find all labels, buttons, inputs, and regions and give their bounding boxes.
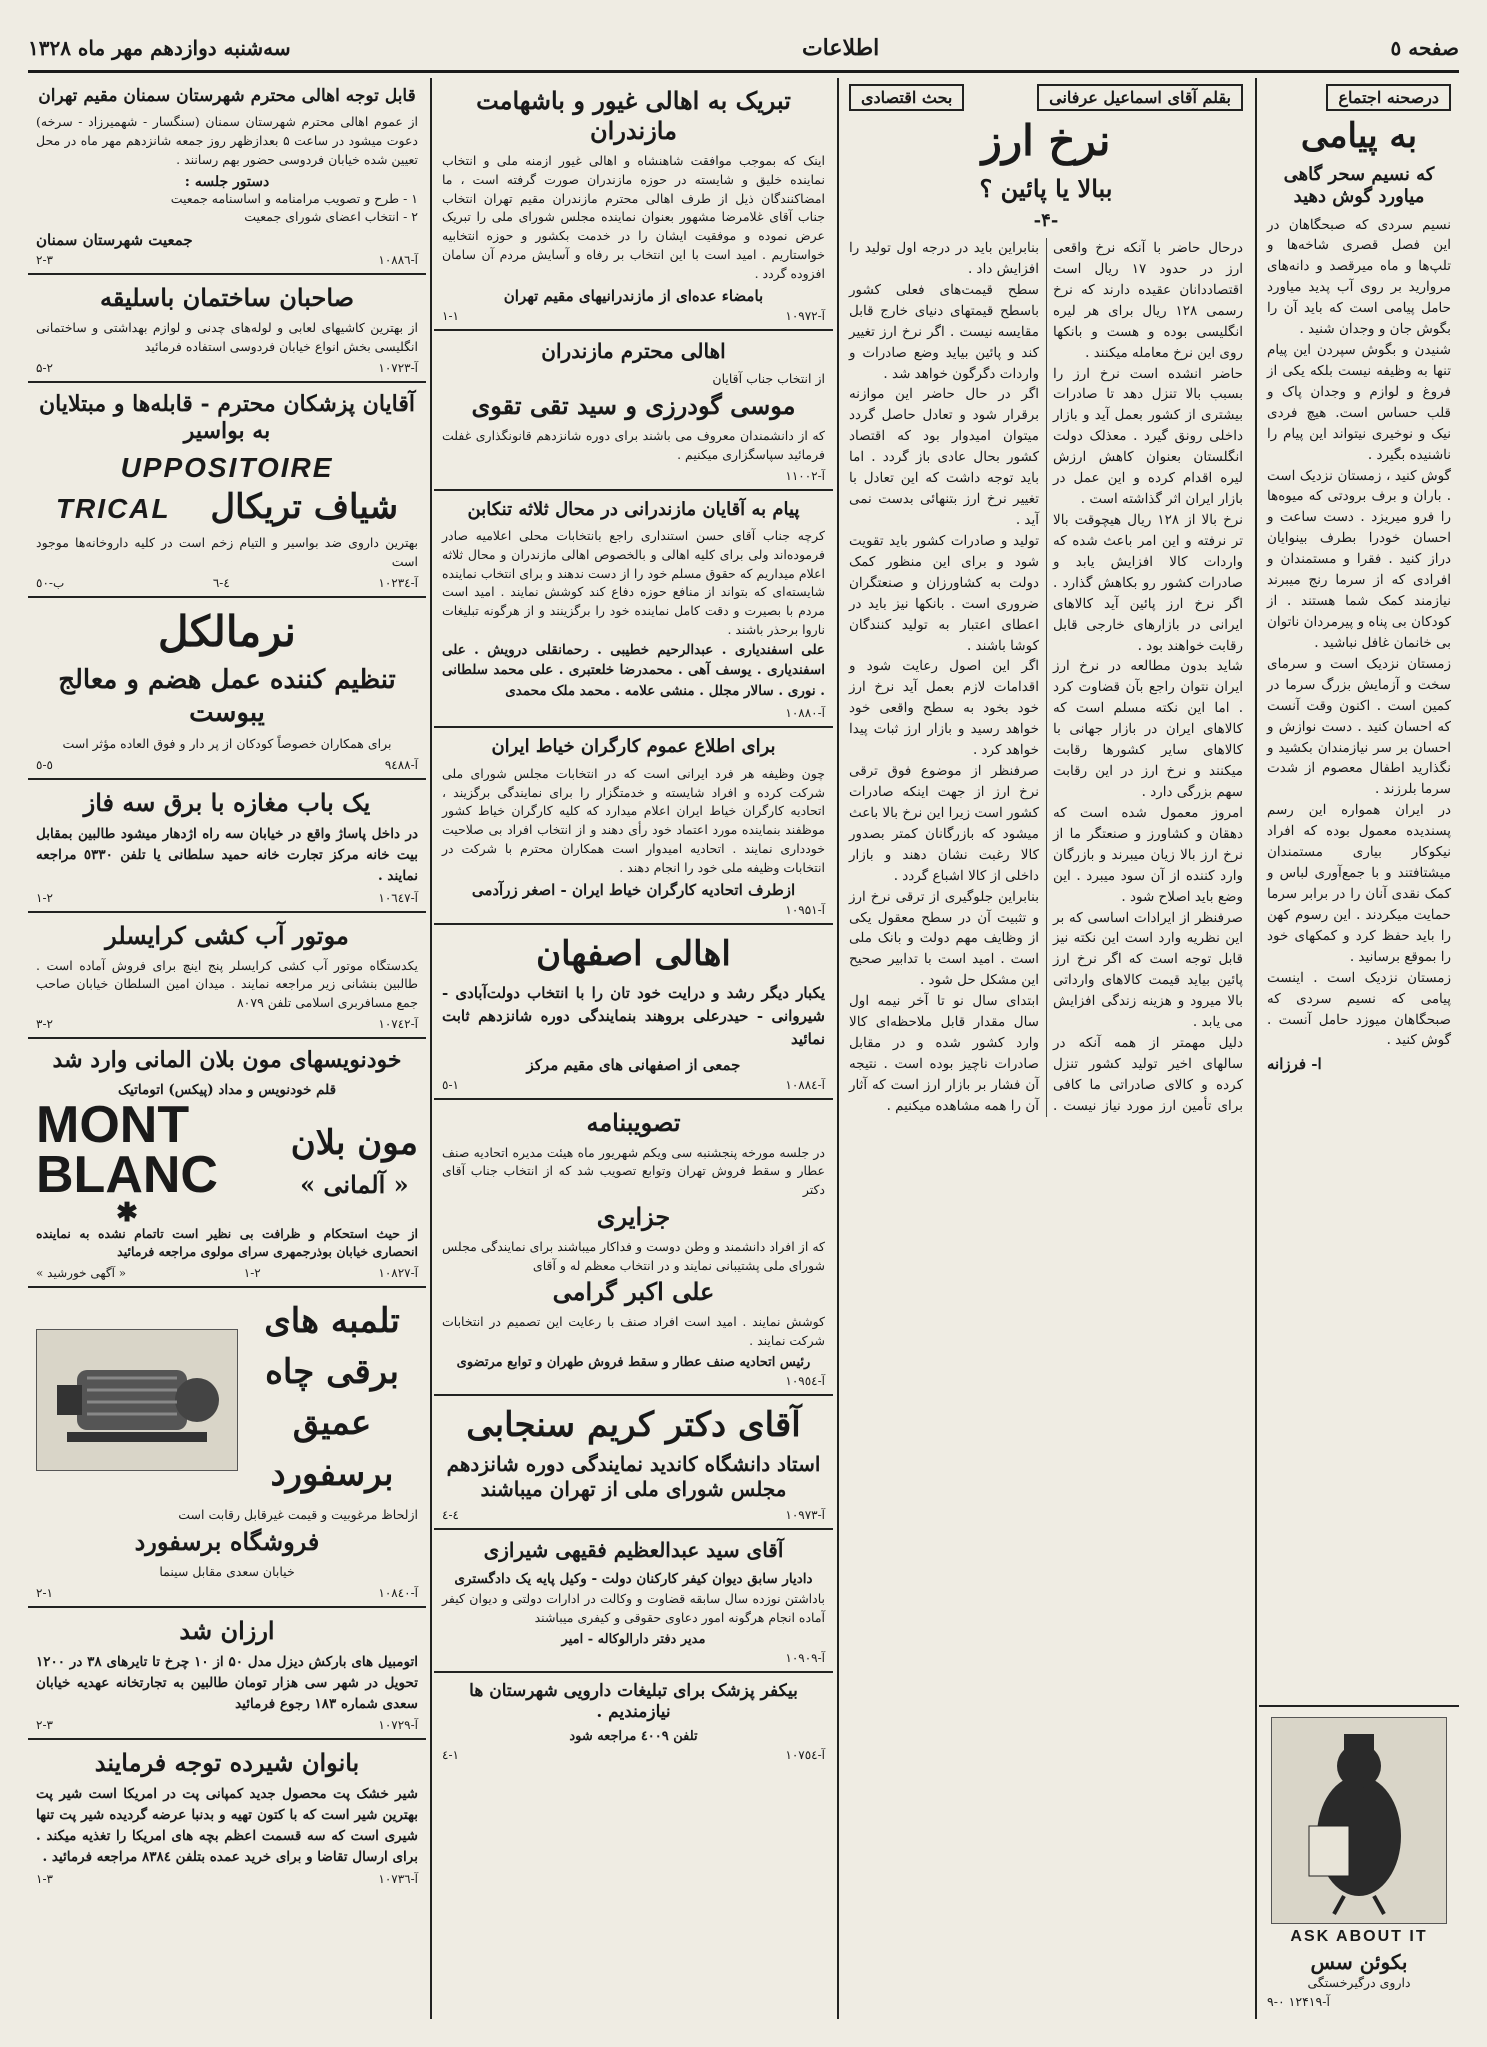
announcement-title: تصویبنامه: [586, 1107, 681, 1137]
bagon-subtitle: داروی درگیرخستگی: [1307, 1975, 1411, 1990]
ad-reference: ٤-٤: [442, 1508, 459, 1523]
ad-title: قابل توجه اهالی محترم شهرستان سمنان مقیم تهران: [38, 86, 416, 106]
announcement-phone: تلفن ٤٠٠٩ مراجعه شود: [569, 1729, 698, 1745]
announcement-body: کوشش نمایند . امید است افراد صنف با رعایت این تصمیم در انتخابات شرکت نمایند .: [442, 1314, 825, 1349]
ad-reference: ٥-٥: [36, 757, 53, 772]
ad-reference: آ-۱۰۷٤۲: [378, 1016, 418, 1031]
column-divider: [430, 78, 432, 2019]
ad-shop: [28, 780, 426, 913]
bagon-name: بکوئن سس: [1310, 1950, 1408, 1974]
rooster-figure-icon: [1289, 1726, 1429, 1916]
ad-reference: آ-۱۰۲۳٤: [378, 575, 418, 590]
ad-reference: آ-۱۰۹۷۳: [785, 1508, 825, 1523]
column-ads: [28, 78, 426, 2019]
article-section: بحث اقتصادی: [849, 84, 964, 111]
ad-reference: آ-۹٤۸۸: [384, 757, 418, 772]
announcement-tonekabon: [434, 491, 833, 729]
column-divider: [837, 78, 839, 2019]
ad-normacol: [28, 598, 426, 780]
article-paragraph: بنابراین جلوگیری از ترقی نرخ ارز و تثبیت آن در سطح معقول یکی از وظایف مهم دولت و بانک ملی است . امید است با تدابیر صحیح این مشکل حل شود .: [849, 888, 1039, 989]
ad-reference: آ-۱۱۰۰۲: [785, 468, 825, 483]
ad-reference: ۳-۲: [36, 1016, 53, 1031]
ad-reference: ۱-٥: [442, 1077, 459, 1092]
paper-name: اطلاعات: [801, 35, 880, 61]
ad-reference: ۲-۳: [36, 253, 53, 267]
article-title: نرخ ارز: [981, 116, 1111, 165]
essay-paragraph: زمستان نزدیک است . اینست پیامی که نسیم سردی که صبحگاهان میوزد حامل آنست . گوش کنید .: [1267, 969, 1451, 1049]
ad-subtitle: قلم خودنویس و مداد (پیکس) اتوماتیک: [117, 1082, 337, 1099]
issue-date: سه‌شنبه دوازدهم مهر ماه ۱۳۲۸: [28, 36, 291, 60]
essay-paragraph: در ایران همواره این رسم پسندیده معمول بوده که افراد نیکوکار بیاری مستمندان میشتافتند و با جمع‌آوری لباس و کمک نقدی آنان را در برابر سرما حمایت میکردند . این رسوم کهن را باید حفظ کرد و کمکهای خود را بموقع برسانید .: [1267, 802, 1451, 965]
ad-cheaper-trucks: [28, 1608, 426, 1741]
announcement-body: از انتخاب جناب آقایان: [712, 371, 825, 387]
announcement-title: اهالی اصفهان: [536, 934, 731, 975]
announcement-title: تبریک به اهالی غیور و باشهامت مازندران: [476, 86, 791, 145]
ad-reference: آ-۱۰۷۲۹: [378, 1718, 418, 1733]
article-paragraph: شاید بدون مطالعه در نرخ ارز ایران نتوان راجع بآن قضاوت کرد . اما این نکته مسلم است که کالاهای ایران در بازار جهانی با کالاهای سایر کشورها رقابت میکنند و نرخ ارز در این رقابت سهم بزرگی دارد .: [1053, 658, 1243, 800]
ad-body: اتومبیل های بارکش دیزل مدل ۵۰ از ۱۰ چرخ تا تایرهای ۳۸ در ۱۲۰۰ تحویل در شهر سی هزار تومان طالبین به تجارتخانه عهدیه خیابان سعدی شماره ۱۸۳ رجوع فرمائید: [36, 1653, 418, 1712]
announcement-mazandaran-2: [434, 331, 833, 490]
ad-reference: آ-۱۲۴۱۹ ۰-۹: [1267, 1993, 1330, 2009]
page-header: [28, 28, 1459, 68]
ad-body: ازلحاظ مرغوبیت و قیمت غیرقابل رقابت است: [178, 1507, 418, 1523]
announcement-body: دادیار سابق دیوان کیفر کارکنان دولت - وکیل پایه یک دادگستری: [454, 1571, 813, 1588]
ad-agency: « آگهی خورشید »: [36, 1266, 127, 1281]
ad-reference: آ-۱۰۹۰۹: [785, 1650, 825, 1665]
ad-reference: ۲-۱: [36, 1585, 53, 1600]
announcement-sanjabi: [434, 1396, 833, 1531]
essay-paragraph: نسیم سردی که صبحگاهان در این فصل قصری شاخه‌ها و تلپ‌ها و ماه میرقصد و دانه‌های مروارید بر روی آب پدید میاورد حامل پیامی است که باید آن را بگوش جان و وجدان شنید .: [1267, 216, 1451, 338]
article-paragraph: حاضر انشده است نرخ ارز را بسبب بالا تنزل دهد تا صادرات بیشتری از کشور بعمل آید و بازار داخلی رونق گیرد . معذلک دولت انگلستان بعنوان کاهش ارزش لیره اقدام کرده و این عمل در بازار ایران اثر گذاشته است .: [1053, 365, 1243, 508]
candidate-names: موسی گودرزی و سید تقی تقوی: [471, 391, 796, 420]
announcement-signature: بامضاء عده‌ای از مازندرانیهای مقیم تهران: [503, 287, 764, 306]
article-paragraph: امروز معمول شده است که دهقان و کشاورز و صنعتگر ما از نرخ ارز بالا زیان میبرند و بازرگان وارد کننده از آن سود میبرد . این وضع باید اصلاح شود .: [1053, 804, 1243, 905]
ad-title: آقایان پزشکان محترم - قابله‌ها و مبتلایان به بواسیر: [38, 390, 415, 444]
ad-agenda-item: ۱ - طرح و تصویب مرامنامه و اساسنامه جمعیت: [170, 190, 418, 206]
essay-paragraph: گوش کنید ، زمستان نزدیک است . باران و برف برودتی که میوه‌ها را فرو میریزد . دست ساعت و احسان خودرا بطرف بینوایان دراز کنید . فقرا و مستمندان و افرادی که از سرما رنج میبرند نیازمند کمک شما هستند . از کودکان بی پناه و پیرمردان ناتوان بی خانمان غافل نباشید .: [1267, 467, 1451, 651]
announcement-title: بیکفر پزشک برای تبلیغات دارویی شهرستان ها نیازمندیم .: [469, 1680, 798, 1722]
page-number: صفحه ٥: [1390, 36, 1459, 60]
ad-reference: ۵-۲: [36, 360, 53, 375]
ad-reference: آ-۱۰۷٥٤: [785, 1748, 825, 1763]
ad-title: نرمالکل: [158, 606, 296, 656]
ad-reference: آ-۱۰۷۲۳: [378, 360, 418, 375]
ad-body: از حیث استحکام و ظرافت بی نظیر است تاتمام نشده به نماینده انحصاری خیابان بوذرجمهری سرای مولوی مراجعه فرمائید: [36, 1225, 418, 1260]
ad-body: در داخل پاساژ واقع در خیابان سه راه اژدهار میشود طالبین بمقابل بیت خانه مرکز تجارت خانه حمید سلطانی یا تلفن ٥٣٣٠ مراجعه نمایند .: [36, 825, 418, 884]
ad-reference: ٤-٦: [212, 575, 230, 590]
ad-body: بهترین داروی ضد بواسیر و التیام زخم است در کلیه داروخانه‌ها موجود است: [36, 535, 418, 569]
article-paragraph: دلیل مهمتر از همه آنکه در سالهای اخیر تولید کشور تنزل کرده و کالای صادراتی ما کافی برای تأمین ارز مورد نیاز نیست . بنابراین باید در درجه اول تولید را افزایش داد .: [849, 240, 1243, 1114]
article-paragraph: درحال حاضر با آنکه نرخ واقعی ارز در حدود ۱۷ ریال است اقتصاددانان عقیده دارند که نرخ رسمی ۱۲۸ ریال برای هر لیره انگلیسی بوده و هست و بانکها روی این نرخ معامله میکنند .: [1053, 240, 1243, 361]
ad-latin-brand: TRICAL: [55, 492, 171, 524]
column-economics: [841, 78, 1251, 2019]
announcement-body: باداشتن نوزده سال سابقه قضاوت و وکالت در ادارات دولتی و دیوان کیفر آماده انجام هرگونه امور دعاوی حقوقی و کیفری میباشند: [442, 1591, 825, 1625]
ad-reference: آ-۱۰۸۸۰: [785, 706, 825, 721]
mont-blanc-logo-line1: MONT: [36, 1096, 190, 1155]
announcement-title: اهالی محترم مازندران: [541, 339, 726, 364]
announcement-title: برای اطلاع عموم کارگران خیاط ایران: [491, 736, 776, 758]
section-tag: درصحنه اجتماع: [1326, 84, 1451, 111]
ad-title: ارزان شد: [179, 1615, 275, 1645]
ad-address: خیابان سعدی مقابل سینما: [159, 1563, 295, 1579]
ad-title: خودنویسهای مون بلان المانی وارد شد: [52, 1046, 402, 1073]
ad-body: از عموم اهالی محترم شهرستان سمنان (سنگسار - شهمیرزاد - سرخه) دعوت میشود در ساعت ۵ بعدازظهر روز جمعه شانزدهم مهر ماه در محل تعیین شده خیابان فردوسی حضور بهم رسانند .: [36, 114, 418, 167]
ad-reference: آ-۱۰۸۲۷: [378, 1266, 418, 1281]
ad-body: تنظیم کننده عمل هضم و معالج یبوست: [58, 665, 396, 728]
article-paragraph: ابتدای سال نو تا آخر نیمه اول سال مقدار قابل ملاحظه‌ای کالا وارد کشور شده و در مقابل صادرات ناچیز بوده است . نتیجه آن فشار بر بازار ارز است که آثار آن را همه مشاهده میکنیم .: [849, 993, 1039, 1114]
article-paragraph: سطح قیمت‌های فعلی کشور باسطح قیمتهای دنیای خارج قابل مقایسه نیست . اگر نرخ ارز تغییر کند و پائین بیاید وضع صادرات و واردات دگرگون خواهد شد .: [849, 281, 1039, 382]
column-announcements: [434, 78, 833, 2019]
pump-illustration: [36, 1329, 238, 1471]
announcement-isfahan: [434, 925, 833, 1099]
ad-title: یک باب مغازه با برق سه فاز: [83, 787, 371, 817]
announcement-signature: ازطرف اتحادیه کارگران خیاط ایران - اصغر زرآدمی: [471, 881, 796, 900]
announcement-lawyer: [434, 1530, 833, 1672]
ad-body: از بهترین کاشیهای لعابی و لوله‌های چدنی و لوازم بهداشتی و ساختمانی انگلیسی بخش انواع خیابان فردوسی استفاده فرمائید: [36, 320, 418, 354]
ad-pet-milk: [28, 1740, 426, 1892]
article-paragraph: صرفنظر از ایرادات اساسی که بر این نظریه وارد است این نکته نیز قابل توجه است که اگر نرخ ارز پائین بیاید قیمت کالاهای وارداتی بالا میرود و هزینه زندگی افزایش می یابد .: [1053, 909, 1243, 1031]
ad-brand-name: مون بلان: [290, 1122, 418, 1163]
announcement-body: که از افراد دانشمند و وطن دوست و فداکار میباشند برای نمایندگی مجلس شورای ملی پشتیبانی نمایند و در انتخاب معظم له و آقای: [442, 1238, 825, 1273]
essay-paragraph: زمستان نزدیک است و سرمای سخت و آزمایش بزرگ سرما در کمین است . اکنون وقت آنست که احسان کنید . دست نوازش و احسان بر سر نیازمندان بکشید و نگذارید اطفال معصوم از شدت سرما بلرزند .: [1267, 655, 1451, 798]
ad-reference: ۱-٤: [442, 1748, 459, 1763]
candidate-name: علی اکبر گرامی: [552, 1277, 715, 1307]
bagon-ad-illustration: [1271, 1717, 1447, 1924]
signatory-names: علی اسفندیاری . عبدالرحیم خطیبی . رحمانقلی درویش . علی اسفندیاری . یوسف آهی . محمدرضا خلعتبری . علی محمد سلطانی . نوری . سالار مجلل . منشی علامه . محمد ملک محمدی: [442, 641, 825, 700]
ad-reference: آ-۱۰۹۵۱: [785, 903, 825, 918]
electric-pump-icon: [47, 1340, 227, 1460]
announcement-signature: جمعی از اصفهانی های مقیم مرکز: [526, 1055, 741, 1074]
article-paragraph: نرخ بالا از ۱۲۸ ریال هیچوقت بالا تر نرفته و این امر باعث شده که واردات کالا افزایش یابد و صادرات کشور رو بکاهش گذارد . اگر نرخ ارز پائین آید کالاهای ایرانی در بازارهای خارجی قابل رقابت خواهند بود .: [1053, 511, 1244, 654]
ad-reference: آ-۱۰۸۸٤: [785, 1077, 825, 1092]
ad-reference: آ-۱۰۹۷۲: [785, 309, 825, 324]
essay-subtitle: که نسیم سحر گاهی میاورد گوش دهید: [1283, 163, 1435, 207]
ad-mont-blanc: [28, 1039, 426, 1288]
mont-blanc-star-icon: ✱: [116, 1196, 138, 1227]
ad-chrysler-pump: [28, 913, 426, 1039]
ad-reference: ۱-۱: [442, 309, 459, 324]
header-rule: [28, 70, 1459, 73]
article-paragraph: صرفنظر از موضوع فوق ترقی نرخ ارز از جهت اینکه صادرات کشور است زیرا این نرخ بالا باعث میشود که بازرگانان کمتر بصدور کالا رغبت نشان دهند و بازار داخلی از کالا اشباع گردد .: [849, 763, 1039, 884]
ad-agenda-title: دستور جلسه :: [184, 173, 270, 190]
announcement-title: آقای دکتر کریم سنجابی: [466, 1404, 801, 1445]
essay-paragraph: شنیدن و بگوش سپردن این پیام تنها به وظیفه نیست بلکه یکی از فروغ و لوازم و وجدان پاک و قلب حساس است. هیچ فردی نیک و نوخیری نیتواند این پیام را ناشنیده بگیرد .: [1267, 342, 1451, 463]
announcement-address: مدیر دفتر دارالوکاله - امیر: [561, 1631, 706, 1647]
ad-building: [28, 275, 426, 383]
ad-reference: آ-۱۰۸٤۰: [378, 1585, 418, 1600]
announcement-doctor: [434, 1673, 833, 1769]
announcement-resolution: [434, 1100, 833, 1396]
ad-reference: آ-۱۰۹٥٤: [785, 1373, 825, 1388]
ad-latin-brand: UPPOSITOIRE: [120, 451, 334, 483]
ad-reference: ب-٥٠: [36, 575, 65, 590]
ad-beresford-pump: [28, 1288, 426, 1608]
candidate-name: جزایری: [596, 1201, 671, 1231]
announcement-body: استاد دانشگاه کاندید نمایندگی دوره شانزدهم مجلس شورای ملی از تهران میباشند: [446, 1452, 821, 1502]
ad-reference: ۱-۲: [36, 890, 53, 905]
ad-store-name: فروشگاه برسفورد: [134, 1526, 320, 1556]
column-divider: [1255, 78, 1257, 2019]
announcement-mazandaran: [434, 78, 833, 331]
ask-about-label: ASK ABOUT IT: [1290, 1928, 1428, 1945]
announcement-tailors: [434, 728, 833, 925]
ad-reference: ۱-۳: [36, 1872, 53, 1887]
essay-title: به پیامی: [1300, 116, 1418, 156]
ad-title: صاحبان ساختمان باسلیقه: [99, 283, 355, 312]
article-paragraph: تولید و صادرات کشور باید تقویت شود و برای این منظور کمک دولت به کشاورزان و صنعتگران ضروری است . بانکها نیز باید در اعطای اعتبار به تولید کنندگان کوشا باشند .: [849, 532, 1039, 654]
ad-brand-origin: « آلمانی »: [300, 1170, 409, 1200]
announcement-body: یکبار دیگر رشد و درایت خود تان را با انتخاب دولت‌آبادی - شیروانی - حیدرعلی بروهند بنمایندگی دوره شانزدهم ثابت نمائید: [442, 983, 825, 1049]
ad-agenda-item: ۲ - انتخاب اعضای شورای جمعیت: [244, 209, 418, 225]
article-subtitle: ببالا یا پائین ؟: [979, 173, 1113, 203]
essay-author: ا- فرزانه: [1267, 1055, 1322, 1074]
ad-body: شیر خشک پت محصول جدید کمپانی پت در امریکا است شیر پت بهترین شیر است که با کتون تهیه و بدنبا عرضه گردیده شیر پت تنها شیری است که سه قسمت اعظم بچه های امریکا را تغذیه میکند . برای ارسال تقاضا و برای خرید عمده بتلفن ۸۳۸٤ مراجعه فرمائید .: [36, 1786, 418, 1866]
ad-product: شیاف تریکال: [210, 486, 399, 527]
announcement-body: کرچه جناب آقای حسن استنداری راجع بانتخابات محلی اعلامیه صادر فرموده‌اند ولی برای کلیه اهالی و بالخصوص اهالی مازندران و محال ثلاثه اعلام میداریم که حقوق مسلم خود را از دست ندهند و برای انتخاب نماینده شایسته‌ای که بتواند از منافع حوزه دفاع کند کوشش نمایند . امید است مردم با بصیرت و دقت کامل نماینده خود را برگزینند و از هرگونه تبلیغات ناروا برحذر باشند .: [442, 528, 825, 637]
ad-reference: آ-۱۰٦٤۷: [378, 890, 418, 905]
announcement-body: اینک که بموجب موافقت شاهنشاه و اهالی غیور ازمنه ملی و انتخاب نماینده خلیق و شایسته در حوزه مازندران صورت گرفته است ، ما امضاکنندگان ذیل از طرف اهالی محترم مازندران مقیم تهران انتخاب جناب آقای غلامرضا مشهور بعنوان نماینده مجلس شورای ملی را تبریک عرض نموده و موفقیت ایشان را در خدمت بکشور و حوزه انتخابیه خواستاریم . امید است با این انتخاب بر رفاه و آسایش مردم آن سامان افزوده گردد .: [442, 153, 825, 281]
ad-reference: ۱-۲: [243, 1266, 261, 1281]
mont-blanc-logo-line2: BLANC: [36, 1145, 218, 1204]
announcement-body: چون وظیفه هر فرد ایرانی است که در انتخابات مجلس شورای ملی شرکت کرده و افراد شایسته و خدمتگزار را برای نمایندگی برگزیند ، اتحادیه کارگران خیاط ایران اعلام میدارد که کلیه کارگران خیاط کشور موظفند بنماینده مورد اعتماد خود رأی دهند و از انتخاب افراد بی صلاحیت خودداری نمایند . اتحادیه امیدوار است همکاران محترم با شرکت در انتخابات وظیفه ملی خود را انجام دهند .: [442, 765, 825, 875]
article-paragraph: اگر این اصول رعایت شود و اقدامات لازم بعمل آید نرخ ارز خود بخود به سطح واقعی خود خواهد رسید و بازار ارز ثبات پیدا خواهد کرد .: [849, 658, 1039, 759]
announcement-signature: رئیس اتحادیه صنف عطار و سقط فروش طهران و توابع مرتضوی: [456, 1354, 811, 1370]
article-byline: بقلم آقای اسماعیل عرفانی: [1037, 84, 1243, 111]
ad-reference: آ-۱۰۸۸٦: [378, 253, 418, 267]
announcement-title: آقای سید عبدالعظیم فقیهی شیرازی: [483, 1538, 784, 1563]
article-part: -۴-: [1033, 209, 1059, 231]
ad-semnan: [28, 78, 426, 275]
ad-title: بانوان شیرده توجه فرمایند: [94, 1748, 360, 1778]
ad-title: تلمبه های برقی چاه عمیق برسفورد: [264, 1301, 400, 1495]
column-social: [1259, 78, 1459, 2019]
announcement-body: در جلسه مورخه پنجشنبه سی ویکم شهریور ماه هیئت مدیره اتحادیه صنف عطار و سقط فروش تهران وتوابع تصویب شد که از انتخاب جناب آقای دکتر: [442, 1144, 825, 1198]
announcement-title: پیام به آقایان مازندرانی در محال ثلاثه تنکابن: [467, 498, 800, 520]
ad-body: برای همکاران خصوصاً کودکان از پر دار و فوق العاده مؤثر است: [62, 736, 392, 751]
ad-body: یکدستگاه موتور آب کشی کرایسلر پنج اینچ برای فروش آماده است . طالبین بنشانی زیر مراجعه نمایند . میدان امین السلطان خیابان صاحب جمع مسافربری اسلامی تلفن ۸۰۷۹: [36, 957, 418, 1011]
ad-reference: آ-۱۰۷۳٦: [378, 1872, 418, 1887]
ad-signature: جمعیت شهرستان سمنان: [36, 231, 193, 249]
ad-trical: [28, 383, 426, 598]
article-paragraph: اگر در حال حاضر این موازنه برقرار شود و تعادل حاصل گردد میتوان امیدوار بود که اقتصاد کشور بحال عادی باز گردد . اما باید توجه داشت که این تعادل با تغییر نرخ ارز بتنهائی بدست نمی آید .: [849, 386, 1039, 528]
bagon-ad: [1259, 1705, 1459, 2019]
ad-title: موتور آب کشی کرایسلر: [105, 920, 349, 950]
announcement-body: که از دانشمندان معروف می باشند برای دوره شانزدهم قانونگذاری غفلت فرمائید سپاسگزاری میکنیم .: [442, 428, 825, 462]
ad-reference: ۲-۳: [36, 1718, 53, 1733]
